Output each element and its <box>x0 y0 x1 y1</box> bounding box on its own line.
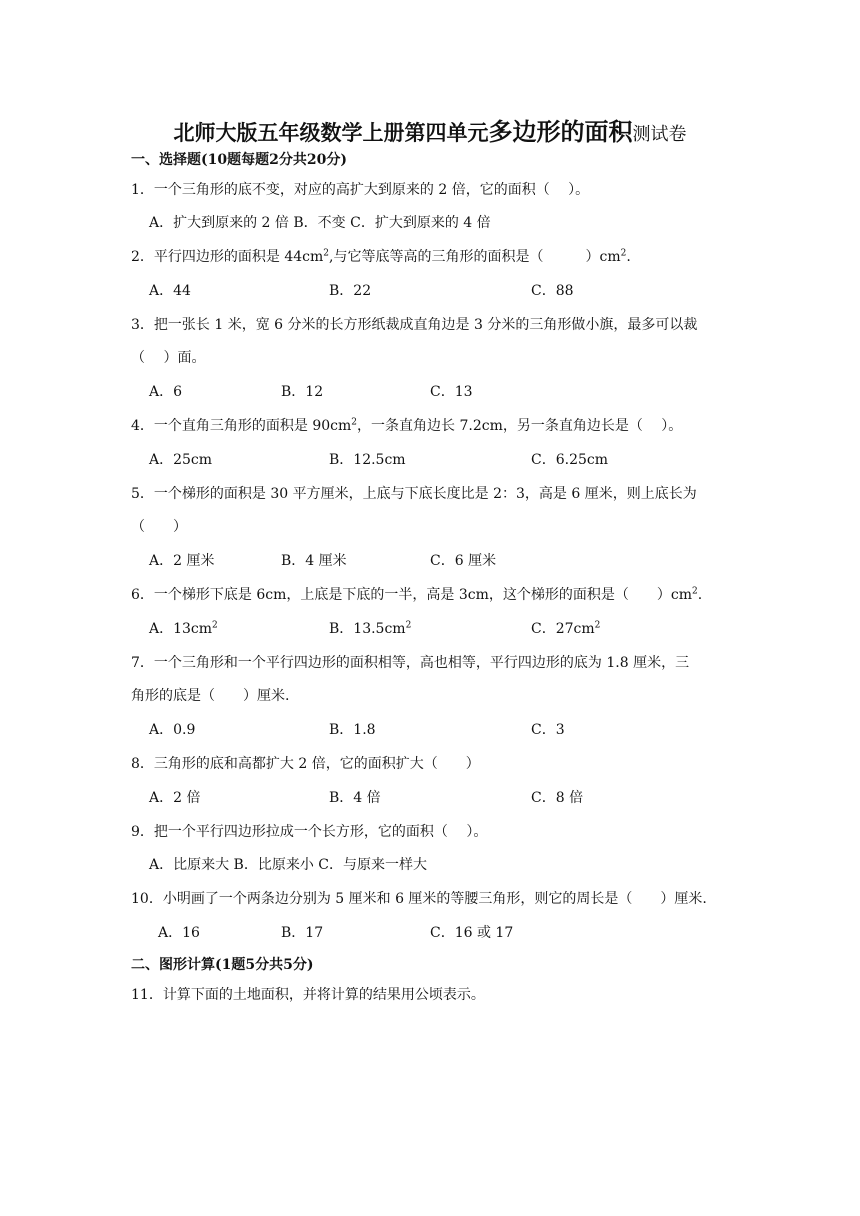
question-8-text: 8．三角形的底和高都扩大 2 倍，它的面积扩大（ ） <box>131 756 480 772</box>
question-6-text-b: . <box>697 587 703 603</box>
question-5-option-a: A．2 厘米 <box>149 553 215 569</box>
question-6-text <box>131 585 702 605</box>
question-3-option-c: C．13 <box>430 384 473 400</box>
question-2-option-c: C．88 <box>531 283 574 299</box>
question-7-option-a: A．0.9 <box>149 722 196 738</box>
question-8-option-a: A．2 倍 <box>149 790 201 806</box>
question-2-option-a: A．44 <box>149 283 191 299</box>
question-5-line1: 5．一个梯形的面积是 30 平方厘米，上底与下底长度比是 2：3，高是 6 厘米，则上底长为 <box>131 486 697 502</box>
question-4-option-c: C．6.25cm <box>531 452 608 468</box>
question-5-line2: （ ） <box>131 519 187 535</box>
question-3-option-b: B．12 <box>281 384 324 400</box>
question-6-option-c-sup: 2 <box>594 620 601 631</box>
question-1-options: A．扩大到原来的 2 倍 B．不变 C．扩大到原来的 4 倍 <box>149 215 491 231</box>
question-8-option-b: B．4 倍 <box>329 790 381 806</box>
question-6-text-a: 6．一个梯形下底是 6cm，上底是下底的一半，高是 3cm，这个梯形的面积是（ ）cm <box>131 587 692 603</box>
question-10-option-b: B．17 <box>281 925 324 941</box>
question-2-text-b: ,与它等底等高的三角形的面积是（ ）cm <box>329 249 621 265</box>
question-9-text: 9．把一个平行四边形拉成一个长方形，它的面积（ ）。 <box>131 824 488 840</box>
question-6-option-a <box>149 619 218 639</box>
question-2-text-c: . <box>626 249 631 265</box>
title-part3: 测试卷 <box>632 124 687 145</box>
question-7-line1: 7．一个三角形和一个平行四边形的面积相等，高也相等，平行四边形的底为 1.8 厘米，三 <box>131 655 690 671</box>
question-7-line2: 角形的底是（ ）厘米. <box>131 688 290 704</box>
question-11-text: 11．计算下面的土地面积，并将计算的结果用公顷表示。 <box>131 987 485 1003</box>
question-7-option-b: B．1.8 <box>329 722 376 738</box>
section-heading-2: 二、图形计算(1题5分共5分) <box>131 957 314 973</box>
question-10-option-a: A．16 <box>158 925 200 941</box>
question-2-sup-a: 2 <box>323 248 330 259</box>
question-3-line1: 3．把一张长 1 米，宽 6 分米的长方形纸裁成直角边是 3 分米的三角形做小旗，最多可以裁 <box>131 317 698 333</box>
question-3-option-a: A．6 <box>149 384 183 400</box>
page-title <box>0 112 860 147</box>
question-4-option-b: B．12.5cm <box>329 452 406 468</box>
question-6-option-b <box>329 619 411 639</box>
question-6-option-c <box>531 619 600 639</box>
question-4-text-a: 4．一个直角三角形的面积是 90cm <box>131 418 352 434</box>
title-part1: 北师大版五年级数学上册第四单元 <box>173 120 489 145</box>
section-heading-1: 一、选择题(10题每题2分共20分) <box>131 152 347 168</box>
question-5-option-c: C．6 厘米 <box>430 553 497 569</box>
question-4-text <box>131 416 682 436</box>
question-6-option-b-text: B．13.5cm <box>329 621 406 637</box>
question-6-option-b-sup: 2 <box>405 620 412 631</box>
question-10-text: 10．小明画了一个两条边分别为 5 厘米和 6 厘米的等腰三角形，则它的周长是（ ）厘米. <box>131 891 707 907</box>
question-8-option-c: C．8 倍 <box>531 790 584 806</box>
question-2-text-a: 2．平行四边形的面积是 44cm <box>131 249 324 265</box>
question-7-option-c: C．3 <box>531 722 565 738</box>
question-6-option-a-text: A．13cm <box>149 621 213 637</box>
question-2-sup-b: 2 <box>620 248 627 259</box>
question-4-sup-a: 2 <box>351 417 358 428</box>
question-9-options: A．比原来大 B．比原来小 C．与原来一样大 <box>149 857 428 873</box>
question-3-line2: （ ）面。 <box>131 350 206 366</box>
question-2-option-b: B．22 <box>329 283 372 299</box>
question-6-option-a-sup: 2 <box>212 620 218 631</box>
question-4-option-a: A．25cm <box>149 452 213 468</box>
question-4-text-b: ，一条直角边长 7.2cm，另一条直角边长是（ ）。 <box>357 418 683 434</box>
question-6-sup-a: 2 <box>691 586 698 597</box>
question-5-option-b: B．4 厘米 <box>281 553 347 569</box>
question-6-option-c-text: C．27cm <box>531 621 595 637</box>
question-2-text <box>131 247 631 267</box>
question-10-option-c: C．16 或 17 <box>430 925 514 941</box>
title-part2: 多边形的面积 <box>488 117 633 146</box>
question-1-text: 1．一个三角形的底不变，对应的高扩大到原来的 2 倍，它的面积（ ）。 <box>131 182 590 198</box>
